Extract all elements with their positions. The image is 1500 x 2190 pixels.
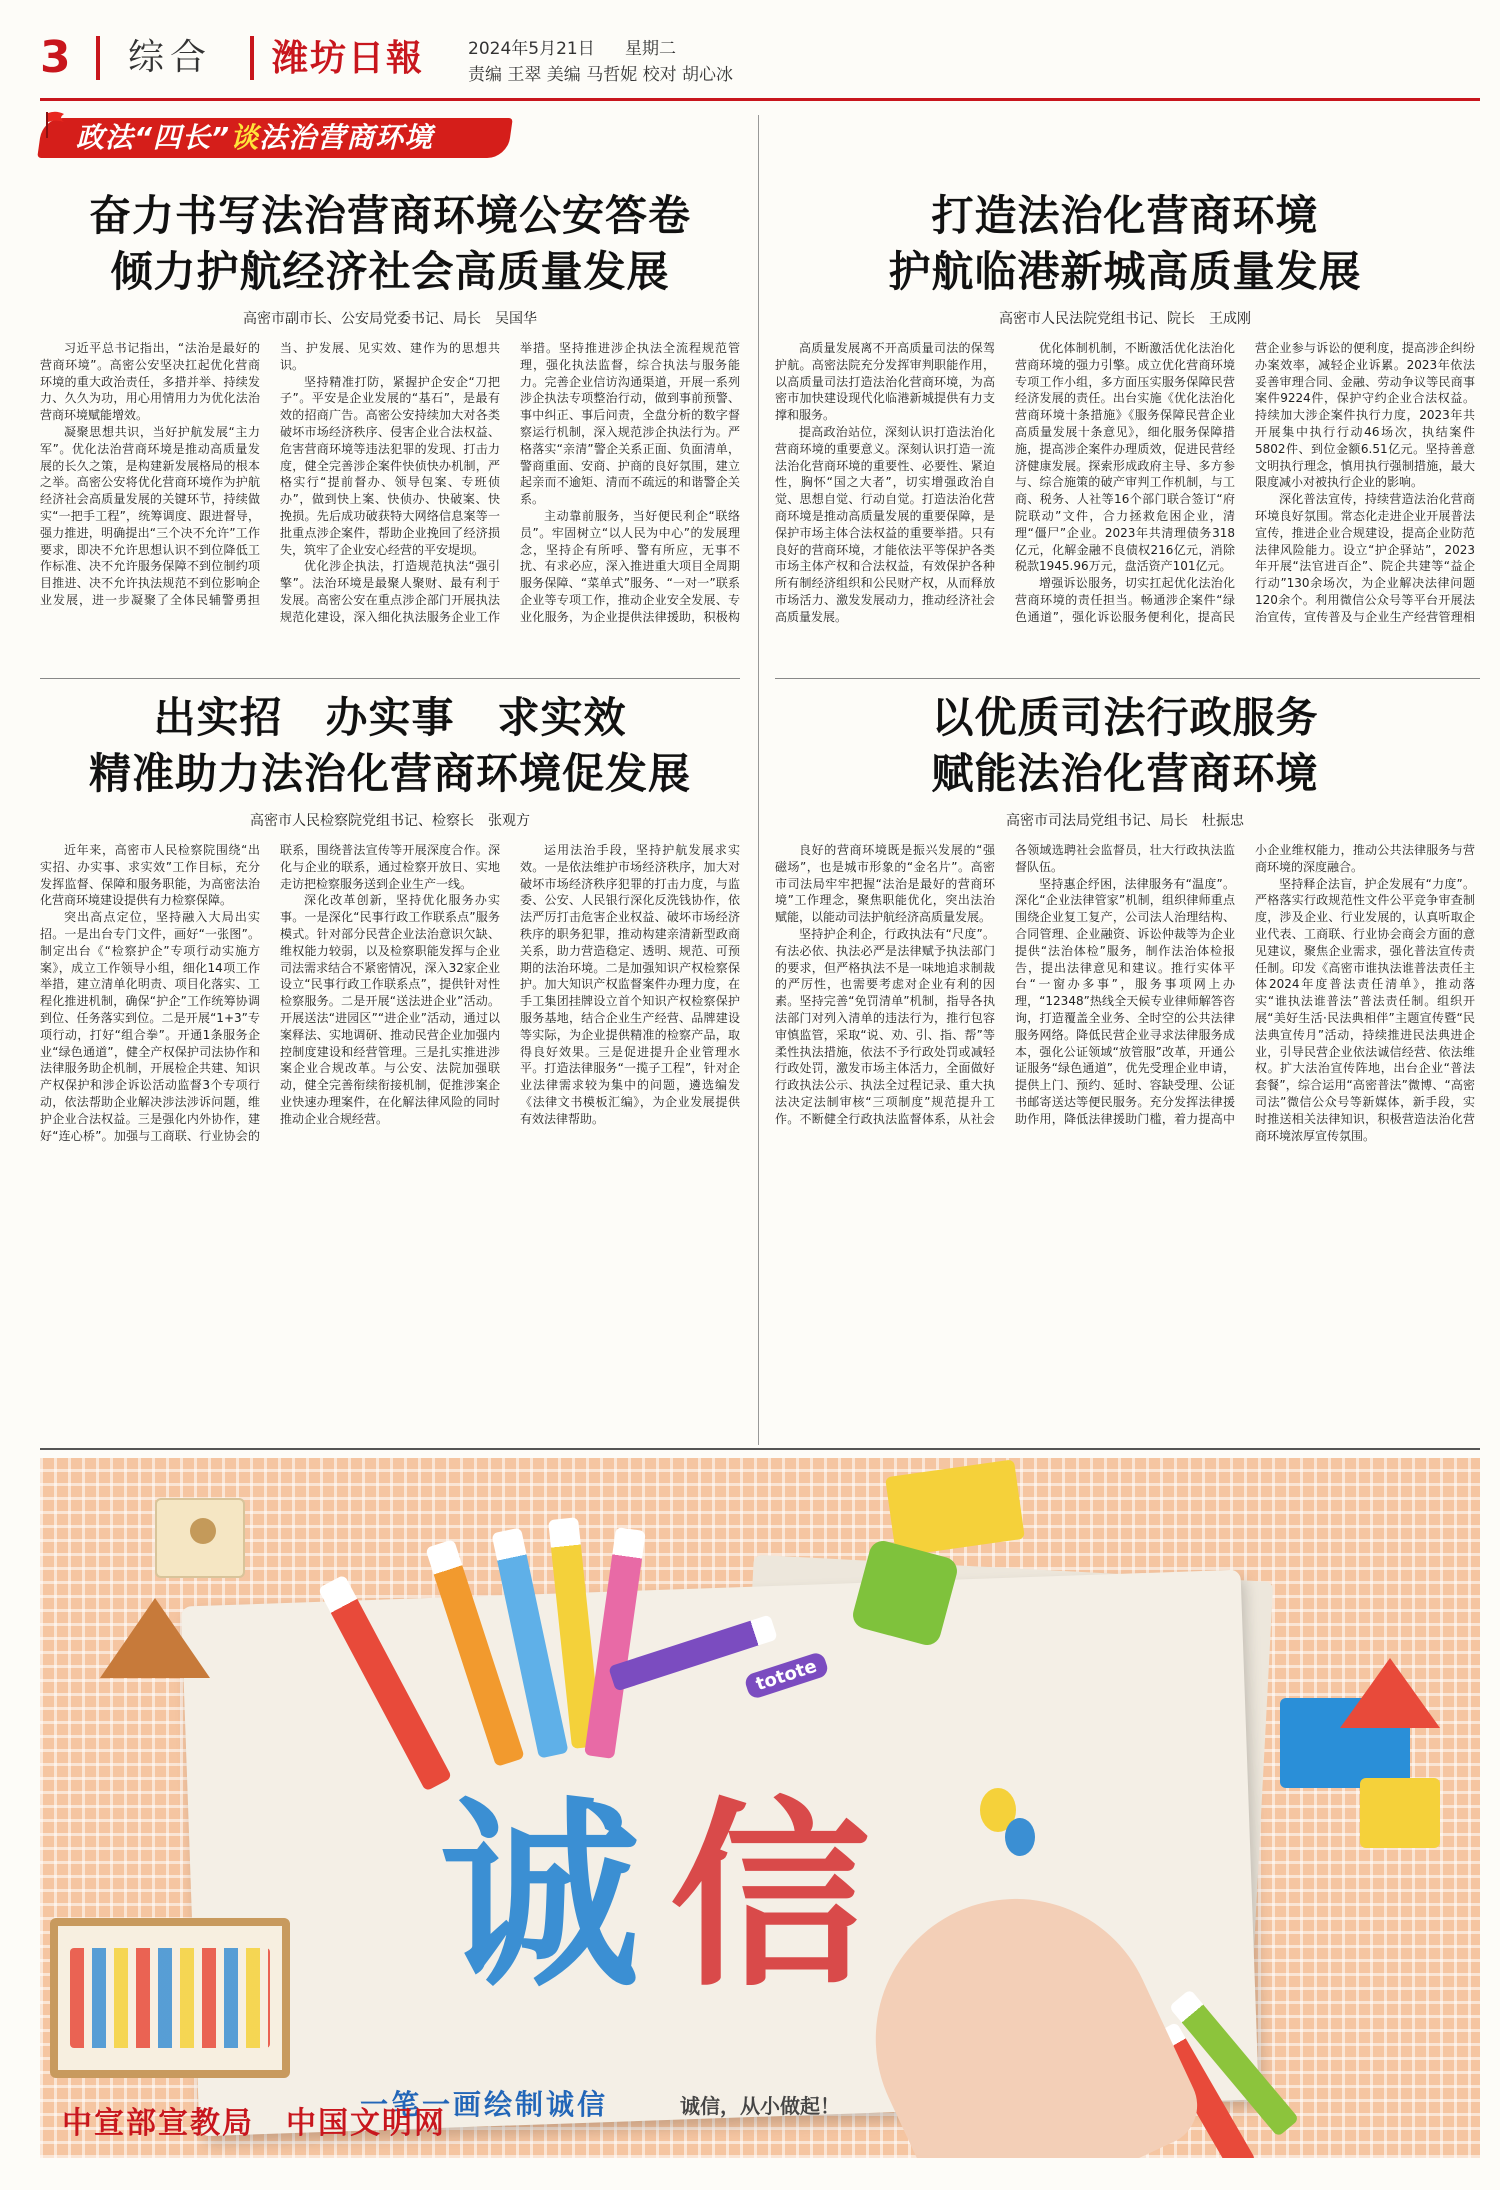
article-court (775, 188, 1475, 640)
block-hole (190, 1518, 216, 1544)
article-body (775, 340, 1475, 640)
paragraph: 近年来，高密市人民检察院围绕“出实招、办实事、求实效”工作目标，充分发挥监督、保障和服务职能，为高密法治化营商环境建设提供有力检察保障。 (40, 843, 260, 908)
character-xin: 信 (670, 1781, 901, 2014)
article-body (40, 842, 740, 1437)
integrity-characters (440, 1781, 901, 2014)
poster-credit: 中宣部宣教局 中国文明网 (62, 2106, 446, 2141)
issue-date: 2024年5月21日 (468, 39, 595, 59)
banner-title-part2: 谈 (230, 121, 260, 154)
masthead (40, 28, 1480, 88)
poster-sub-slogan: 诚信，从小做起！ (680, 2094, 840, 2118)
section-name: 综合 (128, 37, 213, 78)
paragraph: 坚持释企法盲，护企发展有“力度”。严格落实行政规范性文件公平竞争审查制度，涉及企业、行业发展的，认真听取企业代表、工商联、行业协会商会方面的意见建议，聚焦企业需求，强化普法宣传责任制。印发《高密市谁执法谁普法责任主体2024年度普法责任清单》，推动落实“谁执法谁普法”普法责任制。组织开展“美好生活·民法典相伴”主题宣传暨“民法典宣传月”活动，持续推进民法典进企业，引导民营企业依法诚信经营、依法维权。扩大法治宣传阵地，出台企业“普法套餐”，综合运用“高密普法”微博、“高密司法”微信公众号等新媒体，新手段，实时推送相关法律知识，积极营造法治化营商环境浓厚宣传氛围。 (1255, 876, 1475, 1143)
editor-credits: 责编 王翠 美编 马哲妮 校对 胡心冰 (468, 65, 734, 85)
masthead-divider (96, 36, 100, 80)
abacus-beads (70, 1948, 270, 2048)
article-body (775, 842, 1475, 1437)
banner-title-part1: 政法“四长” (76, 121, 231, 154)
headline-line-1: 打造法治化营商环境 (931, 191, 1319, 240)
newspaper-logo: 潍坊日報 (272, 37, 425, 79)
article-byline: 高密市副市长、公安局党委书记、局长 吴国华 (243, 311, 537, 327)
yellow-block (1360, 1778, 1440, 1848)
red-triangle-block (1340, 1658, 1440, 1728)
triangle-block (100, 1598, 210, 1678)
balloon-icon (1005, 1818, 1035, 1856)
article-police (40, 188, 740, 640)
article-byline: 高密市人民检察院党组书记、检察长 张观方 (250, 813, 530, 829)
paragraph: 优化涉企执法，打造规范执法“强引擎”。法治环境是最聚人聚财、最有利于发展。高密公安在重点涉企部门开展执法规范化建设，深入细化执法服务企业工作举措。坚持推进涉企执法全流程规范管理，强化执法监督，综合执法与服务能力。完善企业信访沟通渠道，开展一系列涉企执法专项整治行动，做到事前预警、事中纠正、事后问责，全盘分析的数字督察运行机制，深入规范涉企执法行为。严格落实“亲清”警企关系正面、负面清单，警商重面、安商、护商的良好氛围，建立起亲而不逾矩、清而不疏远的和谐警企关系。 (280, 341, 740, 624)
paragraph: 运用法治手段，坚持护航发展求实效。一是依法维护市场经济秩序，加大对破坏市场经济秩序犯罪的打击力度，与监委、公安、人民银行深化反洗钱协作，依法严厉打击危害企业权益、破坏市场经济秩序的职务犯罪，推动构建亲清新型政商关系，助力营造稳定、透明、规范、可预期的法治环境。二是加强知识产权检察保护。加大知识产权监督案件办理力度，在手工集团挂牌设立首个知识产权检察保护服务基地，结合企业生产经营、品牌建设等实际，为企业提供精准的检察产品，取得良好效果。三是促进提升企业管理水平。打造法律服务“一揽子工程”，针对企业法律需求较为集中的问题，遴选编发《法律文书模板汇编》，为企业发展提供有效法律帮助。 (520, 843, 740, 1126)
integrity-poster (40, 1458, 1480, 2158)
paragraph: 深化改革创新，坚持优化服务办实事。一是深化“民事行政工作联系点”服务模式。针对部分民营企业法治意识欠缺、维权能力较弱，以及检察职能发挥与企业司法需求结合不紧密情况，深入32家企业设立“民事行政工作联系点”，提供针对性检察服务。二是开展“送法进企业”活动。开展送法“进园区”“进企业”活动，通过以案释法、实地调研、推动民营企业加强内控制度建设和经营管理。三是扎实推进涉案企业合规改革。与公安、法院加强联动，健全完善衔续衔接机制，促推涉案企业快速办理案件，在化解法律风险的同时推动企业合规经营。 (280, 893, 500, 1126)
flag-icon (44, 110, 68, 140)
column-divider (758, 115, 759, 1445)
crayon-brand-label: totote (743, 1651, 829, 1700)
paragraph: 习近平总书记指出，“法治是最好的营商环境”。高密公安坚决扛起优化营商环境的重大政治责任，多措并举、持续发力、久久为功，用心用情用力为优化法治营商环境赋能增效。 (40, 341, 260, 423)
masthead-rule (40, 98, 1480, 101)
headline-line-1: 出实招 办实事 求实效 (153, 693, 627, 742)
headline-line-2: 赋能法治化营商环境 (931, 749, 1319, 798)
section-divider (775, 678, 1480, 679)
article-byline: 高密市司法局党组书记、局长 杜振忠 (1006, 813, 1244, 829)
article-procuratorate (40, 690, 740, 1437)
article-headline (775, 188, 1475, 300)
character-cheng: 诚 (440, 1781, 671, 2014)
paragraph: 凝聚思想共识，当好护航发展“主力军”。优化法治营商环境是推动高质量发展的长久之策，是构建新发展格局的根本之举。高密公安将优化营商环境作为护航经济社会高质量发展的关键环节，持续做实“一把手工程”，统筹调度、跟进督导，强力推进，明确提出“三个决不允许”工作要求，即决不允许思想认识不到位降低工作标准、决不允许服务保障不到位制约项目推进、决不允许执法规范不到位影响企业发展，进一步凝聚了全体民辅警勇担当、护发展、见实效、建作为的思想共识。 (40, 341, 500, 607)
paragraph: 主动靠前服务，当好便民利企“联络员”。牢固树立“以人民为中心”的发展理念，坚持企有所呼、警有所应，无事不扰、有求必应，深入推进重大项目全周期服务保障、“菜单式”服务、“一对一”联系企业等专项工作，推动企业安全发展、专业化服务，为企业提供法律援助，积极构 (520, 508, 740, 624)
banner-title-part3: 法治营商环境 (259, 121, 434, 154)
paragraph: 坚持护企利企，行政执法有“尺度”。有法必依、执法必严是法律赋予执法部门的要求，但严格执法不是一味地追求制裁的严厉性，也需要考虑对企业有利的因素。坚持完善“免罚清单”机制，指导各执法部门对列入清单的违法行为，推行包容审慎监管，采取“说、劝、引、指、帮”等柔性执法措施，依法不予行政处罚或减轻行政处罚，激发市场主体活力，全面做好行政执法公示、执法全过程记录、重大执法决定法制审核“三项制度”规范提升工作。不断健全行政执法监督体系，从社会各领域选聘社会监督员，壮大行政执法监督队伍。 (775, 843, 1235, 1126)
headline-line-2: 倾力护航经济社会高质量发展 (110, 247, 670, 296)
article-headline (40, 690, 740, 802)
paragraph: 高质量发展离不开高质量司法的保驾护航。高密法院充分发挥审判职能作用，以高质量司法打造法治化营商环境，为高密市加快建设现代化临港新城提供有力支撑和服务。 (775, 341, 995, 423)
paragraph: 增强诉讼服务，切实扛起优化法治化营商环境的责任担当。畅通涉企案件“绿色通道”，强化诉讼服务便利化，提高民营企业参与诉讼的便利度，提高涉企纠纷办案效率，减轻企业诉累。2023年依法妥善审理合同、金融、劳动争议等民商事案件9224件，保护守约企业合法权益。持续加大涉企案件执行力度，2023年共开展集中执行行动46场次，执结案件5802件、到位金额6.51亿元。坚持善意文明执行理念，慎用执行强制措施，最大限度减小对被执行企业的影响。 (1015, 341, 1475, 624)
poster-divider (40, 1448, 1480, 1450)
banner-title (76, 118, 433, 158)
article-byline: 高密市人民法院党组书记、院长 王成刚 (999, 311, 1251, 327)
headline-line-1: 以优质司法行政服务 (931, 693, 1319, 742)
paragraph: 坚持惠企纾困，法律服务有“温度”。深化“企业法律管家”机制，组织律师重点围绕企业复工复产，公司法人治理结构、合同管理、企业融资、诉讼仲裁等为企业提供“法治体检”服务，制作法治体检报告，提出法律意见和建议。推行实体平台“一窗办多事”，服务事项网上办理，“12348”热线全天候专业律师解答咨询，打造覆盖全业务、全时空的公共法律服务网络。降低民营企业寻求法律服务成本，强化公证领域“放管服”改革，开通公证服务“绿色通道”，优先受理企业申请，提供上门、预约、延时、容缺受理、公证书邮寄送达等便民服务。充分发挥法律援助作用，降低法律援助门槛，着力提高中小企业维权能力，推动公共法律服务与营商环境的深度融合。 (1015, 843, 1475, 1126)
article-body (40, 340, 740, 640)
section-divider (40, 678, 740, 679)
paragraph: 提高政治站位，深刻认识打造法治化营商环境的重要意义。深刻认识打造一流法治化营商环境的重要性、必要性、紧迫性，胸怀“国之大者”，切实增强政治自觉、思想自觉、行动自觉。打造法治化营商环境是推动高质量发展的重要保障，是保护市场主体合法权益的重要举措。只有良好的营商环境，才能依法平等保护各类市场主体产权和合法权益，有效保护各种所有制经济组织和公民财产权，从而释放市场活力、激发发展动力，推动经济社会高质量发展。 (775, 424, 995, 624)
issue-weekday: 星期二 (625, 39, 676, 59)
masthead-divider (250, 36, 254, 80)
page-number: 3 (40, 32, 71, 83)
paragraph: 深化普法宣传，持续营造法治化营商环境良好氛围。常态化走进企业开展普法宣传，推进企业合规建设，提高企业防范法律风险能力。设立“护企驿站”，2023年开展“法官进百企”、院企共建等“益企行动”130余场次，为企业解决法律问题120余个。利用微信公众号等平台开展法治宣传，宣传普及与企业生产经营管理相 (1255, 492, 1475, 624)
article-headline (40, 188, 740, 300)
yellow-block (885, 1459, 1025, 1556)
paragraph: 优化体制机制，不断激活优化法治化营商环境的强力引擎。成立优化营商环境专项工作小组，多方面压实服务保障民营经济发展的责任。出台实施《优化法治化营商环境十条措施》《服务保障民营企业高质量发展十条意见》，细化服务保障措施，提高涉企案件办理质效，促进民营经济健康发展。探索形成政府主导、多方参与、综合施策的破产审判工作机制，与工商、税务、人社等16个部门联合签订“府院联动”文件，合力拯救危困企业，清理“僵尸”企业。2023年共清理债务318亿元，化解金融不良债权216亿元，消除税款1945.96万元，盘活资产101亿元。 (1015, 341, 1235, 574)
paragraph: 良好的营商环境既是振兴发展的“强磁场”，也是城市形象的“金名片”。高密市司法局牢牢把握“法治是最好的营商环境”工作理念，聚焦职能优化，突出法治赋能，以能动司法护航经济高质量发展。 (775, 843, 995, 925)
article-headline (775, 690, 1475, 802)
paragraph: 坚持精准打防，紧握护企安企“刀把子”。平安是企业发展的“基石”，是最有效的招商广告。高密公安持续加大对各类破坏市场经济秩序、侵害企业合法权益、危害营商环境等违法犯罪的发现、打击力度，健全完善涉企案件快侦快办机制，严格实行“提前督办、领导包案、专班侦办”，做到快上案、快侦办、快破案、快挽损。先后成功破获特大网络信息案等一批重点涉企案件，帮助企业挽回了经济损失，筑牢了企业安心经营的平安堤坝。 (280, 374, 500, 557)
paragraph: 突出高点定位，坚持融入大局出实招。一是出台专门文件，画好“一张图”。制定出台《“检察护企”专项行动实施方案》，成立工作领导小组，细化14项工作举措，建立清单化明责、项目化落实、工程化推进机制，确保“护企”工作统筹协调到位、任务落实到位。二是开展“1+3”专项行动，打好“组合拳”。开通1条服务企业“绿色通道”，健全产权保护司法协作和法律服务助企机制，开展检企共建、知识产权保护和涉企诉讼活动监督3个专项行动，依法帮助企业解决涉法涉诉问题，维护企业合法权益。三是强化内外协作，建好“连心桥”。加强与工商联、行业协会的联系，围绕普法宣传等开展深度合作。深化与企业的联系，通过检察开放日、实地走访把检察服务送到企业生产一线。 (40, 843, 500, 1143)
headline-line-2: 精准助力法治化营商环境促发展 (88, 749, 691, 798)
headline-line-1: 奋力书写法治营商环境公安答卷 (88, 191, 691, 240)
article-justice-bureau (775, 690, 1475, 1437)
headline-line-2: 护航临港新城高质量发展 (888, 247, 1362, 296)
poster-slogan: 一笔一画绘制诚信 (360, 2088, 609, 2121)
column-banner (40, 110, 560, 166)
